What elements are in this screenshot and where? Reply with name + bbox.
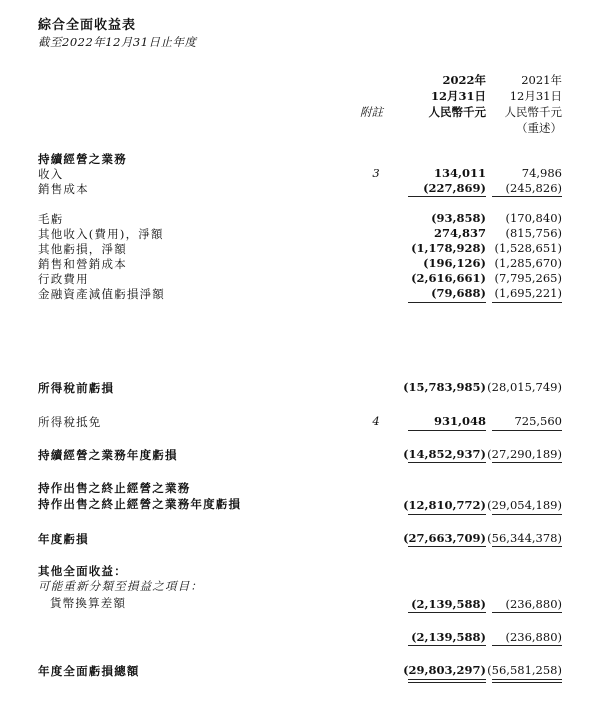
discontinued-ops-heading: 持作出售之終止經營之業務 [38,481,191,495]
total-comprehensive-loss-2021: (56,581,258) [487,663,562,677]
other-income-2022: 274,837 [433,226,486,240]
underline-2021 [492,612,562,613]
col-2021-date: 12月31日 [509,89,562,103]
col-2022-unit: 人民幣千元 [428,105,486,119]
continuing-ops-heading: 持續經營之業務 [38,152,127,166]
double-underline-2021 [492,682,562,683]
selling-expenses-label: 銷售和營銷成本 [38,257,127,271]
other-losses-2021: (1,528,651) [494,241,562,255]
oci-total-2021: (236,880) [505,630,562,644]
fx-diff-label: 貨幣換算差額 [50,596,127,610]
underline-2022 [408,196,486,197]
loss-for-year-2021: (56,344,378) [487,531,562,545]
oci-total-2022: (2,139,588) [411,630,486,644]
total-comprehensive-loss-label: 年度全面虧損總額 [38,664,140,678]
col-2021-unit: 人民幣千元 [504,105,562,119]
fx-diff-2022: (2,139,588) [411,597,486,611]
cost-of-sales-2022: (227,869) [423,181,486,195]
statement-period: 截至2022年12月31日止年度 [38,35,197,49]
loss-before-tax-2021: (28,015,749) [487,380,562,394]
discontinued-loss-2022: (12,810,772) [403,498,486,512]
underline-2021 [492,645,562,646]
revenue-2021: 74,986 [521,166,562,180]
other-income-2021: (815,756) [505,226,562,240]
impairment-2021: (1,695,221) [494,286,562,300]
underline-2022 [408,514,486,515]
col-2021-restated: （重述） [516,121,562,135]
other-income-label: 其他收入(費用)，淨額 [38,227,164,241]
loss-for-year-2022: (27,663,709) [403,531,486,545]
continuing-loss-2021: (27,290,189) [487,447,562,461]
other-losses-2022: (1,178,928) [411,241,486,255]
revenue-2022: 134,011 [433,166,486,180]
income-tax-label: 所得稅抵免 [38,415,102,429]
underline-2022 [408,302,486,303]
underline-2021 [492,514,562,515]
double-underline-2022 [408,682,486,683]
cost-of-sales-label: 銷售成本 [38,182,89,196]
selling-expenses-2021: (1,285,670) [494,256,562,270]
underline-2022 [408,462,486,463]
continuing-loss-label: 持續經營之業務年度虧損 [38,448,178,462]
selling-expenses-2022: (196,126) [423,256,486,270]
col-2021-year: 2021年 [521,73,562,87]
income-tax-2021: 725,560 [514,414,562,428]
admin-expenses-2022: (2,616,661) [411,271,486,285]
discontinued-loss-label: 持作出售之終止經營之業務年度虧損 [38,497,242,511]
cost-of-sales-2021: (245,826) [505,181,562,195]
impairment-2022: (79,688) [431,286,486,300]
discontinued-loss-2021: (29,054,189) [487,498,562,512]
total-comprehensive-loss-2022: (29,803,297) [403,663,486,677]
underline-2021 [492,462,562,463]
revenue-note: 3 [372,166,380,180]
loss-before-tax-label: 所得稅前虧損 [38,381,115,395]
note-column-header: 附註 [360,105,383,119]
underline-2021 [492,430,562,431]
admin-expenses-2021: (7,795,265) [494,271,562,285]
revenue-label: 收入 [38,167,64,181]
double-underline-2022 [408,679,486,680]
underline-2022 [408,645,486,646]
continuing-loss-2022: (14,852,937) [403,447,486,461]
other-losses-label: 其他虧損，淨額 [38,242,127,256]
income-tax-2022: 931,048 [433,414,486,428]
underline-2021 [492,196,562,197]
gross-loss-2022: (93,858) [431,211,486,225]
loss-before-tax-2022: (15,783,985) [403,380,486,394]
gross-loss-label: 毛虧 [38,212,64,226]
gross-loss-2021: (170,840) [505,211,562,225]
impairment-label: 金融資產減值虧損淨額 [38,287,165,301]
fx-diff-2021: (236,880) [505,597,562,611]
col-2022-date: 12月31日 [430,89,486,103]
double-underline-2021 [492,679,562,680]
underline-2021 [492,302,562,303]
statement-title: 綜合全面收益表 [38,18,137,33]
underline-2022 [408,612,486,613]
underline-2022 [408,546,486,547]
income-tax-note: 4 [372,414,380,428]
admin-expenses-label: 行政費用 [38,272,89,286]
oci-heading: 其他全面收益： [38,564,127,578]
col-2022-year: 2022年 [442,73,486,87]
underline-2021 [492,546,562,547]
oci-subheading: 可能重新分類至損益之項目： [38,579,204,593]
loss-for-year-label: 年度虧損 [38,532,89,546]
underline-2022 [408,430,486,431]
